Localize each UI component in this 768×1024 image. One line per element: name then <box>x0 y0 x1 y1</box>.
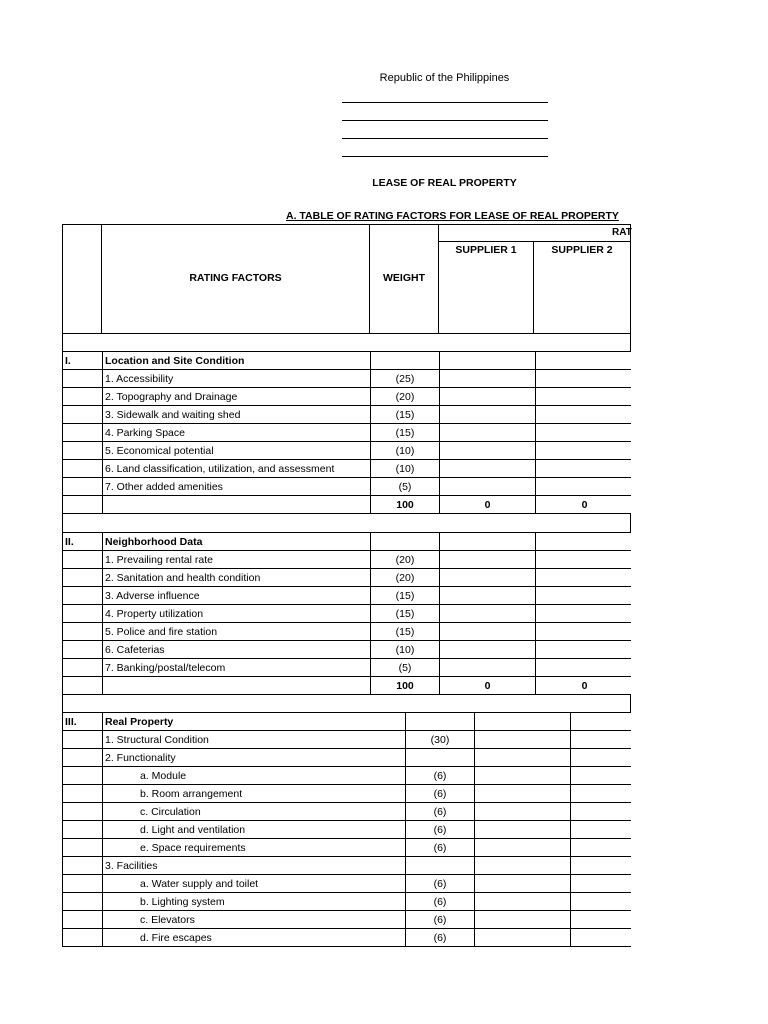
section-name: Neighborhood Data <box>103 533 371 551</box>
supplier-1-cell <box>475 731 571 749</box>
table-row <box>63 641 634 659</box>
supplier-2-cell <box>536 460 634 478</box>
rating-factor-label: 3. Adverse influence <box>103 587 371 605</box>
numeral-cell <box>63 749 103 767</box>
table-row <box>63 605 634 623</box>
table-row <box>63 857 669 875</box>
rating-factor-label: 5. Police and fire station <box>103 623 371 641</box>
weight-value: (25) <box>371 370 440 388</box>
supplier-2-cell <box>536 605 634 623</box>
section-name: Real Property <box>103 713 406 731</box>
table-row <box>63 821 669 839</box>
table-row <box>63 370 634 388</box>
weight-value: (6) <box>406 785 475 803</box>
numeral-cell <box>63 803 103 821</box>
header-weight: WEIGHT <box>383 272 425 284</box>
rating-factor-label: e. Space requirements <box>103 839 406 857</box>
weight-value: (6) <box>406 839 475 857</box>
table-row <box>63 587 634 605</box>
supplier-2-cell <box>536 388 634 406</box>
section-heading-row <box>63 713 669 731</box>
numeral-cell <box>63 677 103 695</box>
supplier-1-cell <box>440 605 536 623</box>
supplier-1-cell <box>440 460 536 478</box>
weight-value: (10) <box>371 460 440 478</box>
label-cell <box>103 677 371 695</box>
weight-value: (15) <box>371 424 440 442</box>
numeral-cell <box>63 857 103 875</box>
weight-cell <box>371 352 440 370</box>
rating-factor-label: b. Lighting system <box>103 893 406 911</box>
total-weight: 100 <box>371 677 440 695</box>
supplier-1-cell <box>440 623 536 641</box>
numeral-cell <box>63 911 103 929</box>
supplier-1-cell <box>475 803 571 821</box>
numeral-cell <box>63 370 103 388</box>
supplier-1-cell <box>475 857 571 875</box>
table-row <box>63 551 634 569</box>
blank-line <box>342 156 548 157</box>
section-numeral: I. <box>63 352 103 370</box>
blank-line <box>342 120 548 121</box>
weight-cell <box>406 713 475 731</box>
table-row <box>63 803 669 821</box>
supplier-1-cell <box>475 911 571 929</box>
document-title: LEASE OF REAL PROPERTY <box>372 177 517 189</box>
table-row <box>63 785 669 803</box>
supplier-2-cell <box>536 370 634 388</box>
weight-value: (6) <box>406 821 475 839</box>
numeral-cell <box>63 460 103 478</box>
total-supplier-2: 0 <box>536 496 634 514</box>
supplier-2-cell <box>536 478 634 496</box>
rating-factor-label: 5. Economical potential <box>103 442 371 460</box>
rating-factor-label: 1. Accessibility <box>103 370 371 388</box>
supplier-1-cell <box>440 533 536 551</box>
supplier-1-cell <box>440 551 536 569</box>
weight-value: (6) <box>406 929 475 947</box>
rating-factor-label: 4. Parking Space <box>103 424 371 442</box>
table-row <box>63 893 669 911</box>
numeral-cell <box>63 551 103 569</box>
header-supplier-2: SUPPLIER 2 <box>551 244 613 256</box>
table-row <box>63 406 634 424</box>
numeral-cell <box>63 587 103 605</box>
table-row <box>63 659 634 677</box>
supplier-1-cell <box>440 370 536 388</box>
rating-factor-label: 7. Other added amenities <box>103 478 371 496</box>
numeral-cell <box>63 785 103 803</box>
numeral-cell <box>63 478 103 496</box>
supplier-2-cell <box>536 587 634 605</box>
supplier-2-cell <box>536 569 634 587</box>
numeral-cell <box>63 659 103 677</box>
supplier-2-cell <box>536 352 634 370</box>
numeral-cell <box>63 929 103 947</box>
section-name: Location and Site Condition <box>103 352 371 370</box>
table-row <box>63 569 634 587</box>
supplier-2-cell <box>536 442 634 460</box>
supplier-1-cell <box>440 478 536 496</box>
supplier-1-cell <box>440 352 536 370</box>
supplier-2-cell <box>536 551 634 569</box>
weight-value: (6) <box>406 911 475 929</box>
blank-line <box>342 138 548 139</box>
rating-factor-label: 6. Cafeterias <box>103 641 371 659</box>
supplier-1-cell <box>440 641 536 659</box>
supplier-1-cell <box>440 587 536 605</box>
table-row <box>63 929 669 947</box>
rating-factor-label: 4. Property utilization <box>103 605 371 623</box>
rating-factor-label: 3. Facilities <box>103 857 406 875</box>
section-table <box>62 712 669 947</box>
section-numeral: III. <box>63 713 103 731</box>
weight-value: (10) <box>371 442 440 460</box>
section-heading-row <box>63 352 634 370</box>
table-row <box>63 442 634 460</box>
table-row <box>63 749 669 767</box>
numeral-cell <box>63 569 103 587</box>
table-border <box>62 694 63 712</box>
table-border <box>62 513 63 532</box>
rating-factor-label: 6. Land classification, utilization, and assessment <box>103 460 371 478</box>
weight-value: (6) <box>406 767 475 785</box>
section-table <box>62 532 634 695</box>
header-rating-factors: RATING FACTORS <box>189 272 282 284</box>
rating-factor-label: d. Light and ventilation <box>103 821 406 839</box>
table-subtitle: A. TABLE OF RATING FACTORS FOR LEASE OF REAL PROPERTY <box>286 210 619 222</box>
total-weight: 100 <box>371 496 440 514</box>
supplier-1-cell <box>475 713 571 731</box>
rating-factor-label: 2. Sanitation and health condition <box>103 569 371 587</box>
table-row <box>63 623 634 641</box>
rating-factor-label: b. Room arrangement <box>103 785 406 803</box>
supplier-1-cell <box>440 388 536 406</box>
weight-value <box>406 857 475 875</box>
section-numeral: II. <box>63 533 103 551</box>
blank-line <box>342 102 548 103</box>
supplier-2-cell <box>536 533 634 551</box>
weight-value: (5) <box>371 478 440 496</box>
numeral-cell <box>63 496 103 514</box>
total-supplier-2: 0 <box>536 677 634 695</box>
header-supplier-1: SUPPLIER 1 <box>455 244 517 256</box>
weight-value: (30) <box>406 731 475 749</box>
supplier-1-cell <box>475 821 571 839</box>
label-cell <box>103 496 371 514</box>
supplier-2-cell <box>536 406 634 424</box>
rating-factor-label: 2. Topography and Drainage <box>103 388 371 406</box>
rating-factor-label: 1. Structural Condition <box>103 731 406 749</box>
supplier-2-cell <box>536 424 634 442</box>
table-row <box>63 875 669 893</box>
numeral-cell <box>63 442 103 460</box>
weight-value: (15) <box>371 587 440 605</box>
total-row <box>63 496 634 514</box>
supplier-1-cell <box>475 875 571 893</box>
rating-factor-label: c. Circulation <box>103 803 406 821</box>
table-row <box>63 839 669 857</box>
numeral-cell <box>63 731 103 749</box>
supplier-1-cell <box>475 749 571 767</box>
weight-value: (15) <box>371 605 440 623</box>
weight-value: (6) <box>406 893 475 911</box>
numeral-cell <box>63 605 103 623</box>
numeral-cell <box>63 893 103 911</box>
table-row <box>63 911 669 929</box>
supplier-1-cell <box>440 442 536 460</box>
section-table <box>62 351 634 514</box>
republic-heading: Republic of the Philippines <box>379 72 510 84</box>
supplier-1-cell <box>440 569 536 587</box>
table-row <box>63 767 669 785</box>
weight-value: (20) <box>371 388 440 406</box>
weight-value: (6) <box>406 803 475 821</box>
supplier-2-cell <box>536 659 634 677</box>
rating-factor-label: 3. Sidewalk and waiting shed <box>103 406 371 424</box>
weight-cell <box>371 533 440 551</box>
rating-factor-label: 2. Functionality <box>103 749 406 767</box>
numeral-cell <box>63 839 103 857</box>
numeral-cell <box>63 875 103 893</box>
weight-value <box>406 749 475 767</box>
numeral-cell <box>63 406 103 424</box>
supplier-2-cell <box>536 623 634 641</box>
supplier-1-cell <box>475 785 571 803</box>
supplier-1-cell <box>440 424 536 442</box>
supplier-1-cell <box>440 406 536 424</box>
weight-value: (15) <box>371 623 440 641</box>
rating-factor-label: c. Elevators <box>103 911 406 929</box>
rating-factor-label: d. Fire escapes <box>103 929 406 947</box>
total-supplier-1: 0 <box>440 677 536 695</box>
rating-factor-label: a. Module <box>103 767 406 785</box>
numeral-cell <box>63 767 103 785</box>
weight-value: (10) <box>371 641 440 659</box>
numeral-cell <box>63 623 103 641</box>
supplier-1-cell <box>475 929 571 947</box>
total-row <box>63 677 634 695</box>
supplier-1-cell <box>475 767 571 785</box>
table-row <box>63 388 634 406</box>
weight-value: (15) <box>371 406 440 424</box>
supplier-1-cell <box>475 839 571 857</box>
weight-value: (5) <box>371 659 440 677</box>
numeral-cell <box>63 641 103 659</box>
table-row <box>63 731 669 749</box>
supplier-1-cell <box>475 893 571 911</box>
weight-value: (6) <box>406 875 475 893</box>
table-row <box>63 424 634 442</box>
rating-factor-label: 7. Banking/postal/telecom <box>103 659 371 677</box>
rating-factor-label: 1. Prevailing rental rate <box>103 551 371 569</box>
table-row <box>63 478 634 496</box>
total-supplier-1: 0 <box>440 496 536 514</box>
rating-factor-label: a. Water supply and toilet <box>103 875 406 893</box>
numeral-cell <box>63 821 103 839</box>
numeral-cell <box>63 424 103 442</box>
supplier-1-cell <box>440 659 536 677</box>
header-rating-group: RAT <box>612 227 632 238</box>
page-cutoff <box>631 220 768 1024</box>
supplier-2-cell <box>536 641 634 659</box>
numeral-cell <box>63 388 103 406</box>
table-row <box>63 460 634 478</box>
weight-value: (20) <box>371 569 440 587</box>
section-heading-row <box>63 533 634 551</box>
weight-value: (20) <box>371 551 440 569</box>
